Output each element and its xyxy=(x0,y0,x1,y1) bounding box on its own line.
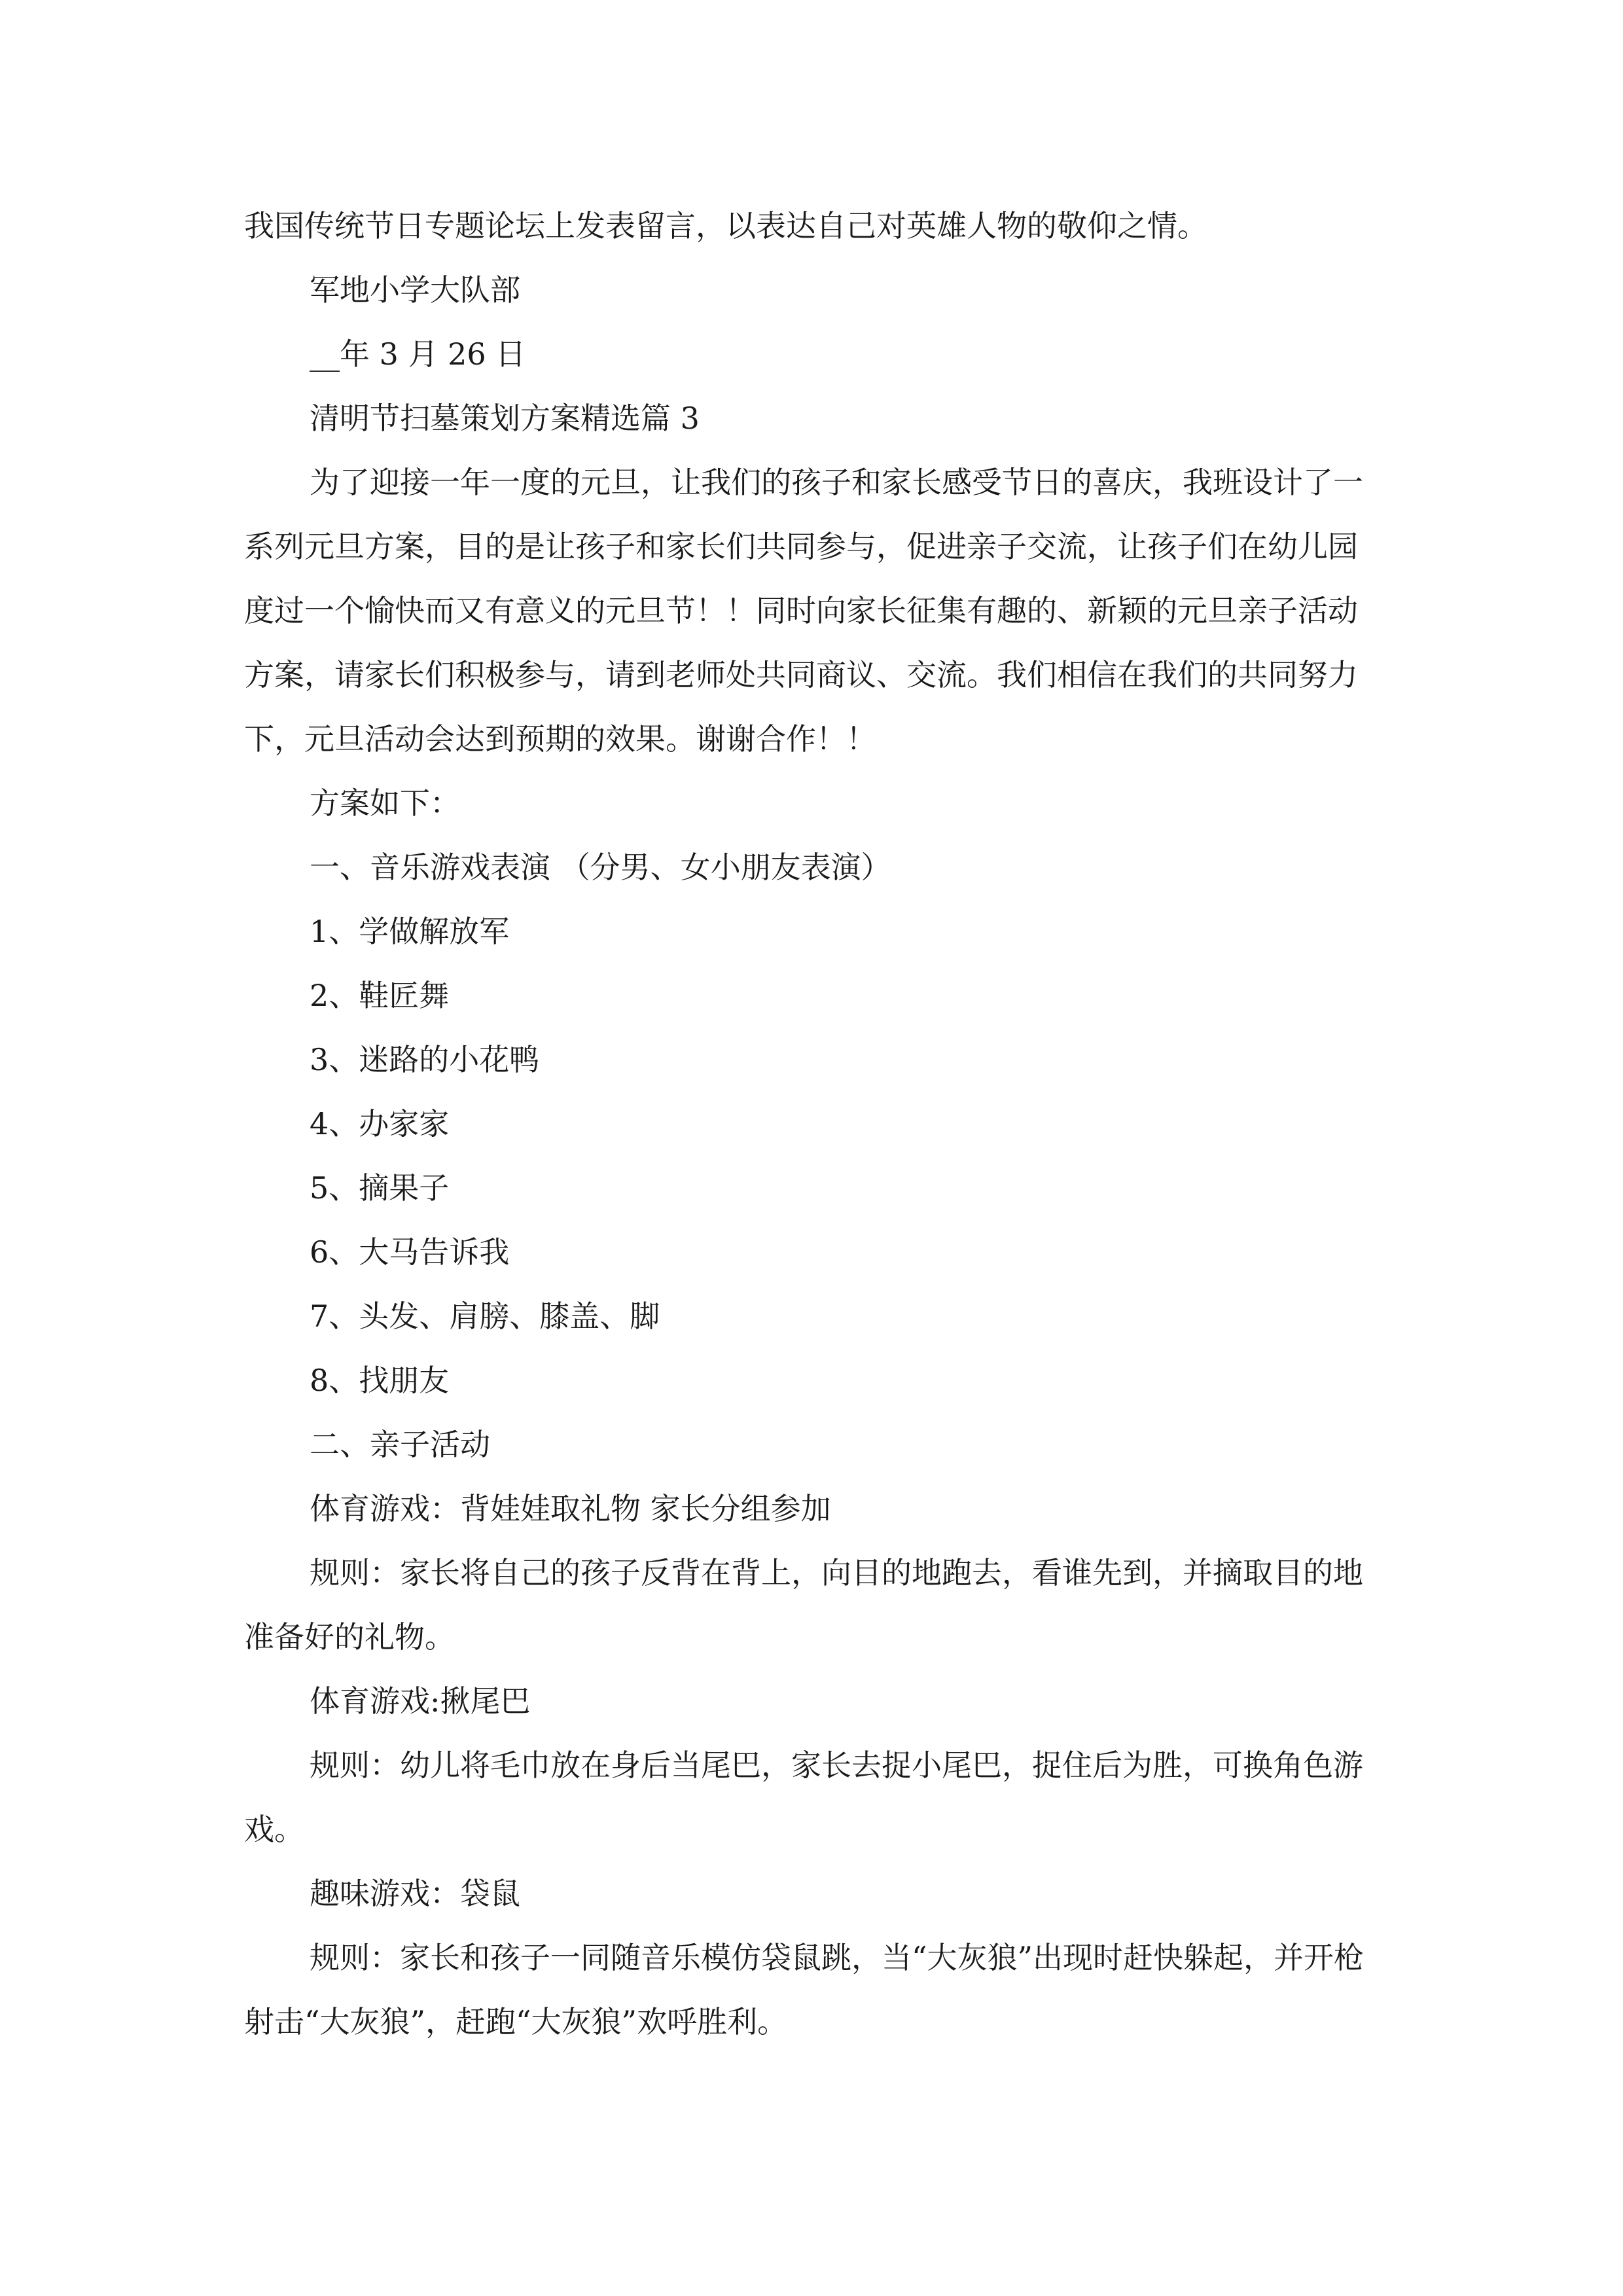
part-one-heading: 一、音乐游戏表演 （分男、女小朋友表演） xyxy=(310,850,891,885)
document-body xyxy=(244,194,1383,2054)
list-item: 3、迷路的小花鸭 xyxy=(310,1042,540,1077)
list-item: 2、鞋匠舞 xyxy=(310,978,450,1013)
list-item: 8、找朋友 xyxy=(310,1363,450,1398)
game-rule: 规则：家长和孩子一同随音乐模仿袋鼠跳，当“大灰狼”出现时赶快躲起，并开枪射击“大灰狼”，赶跑“大灰狼”欢呼胜利。 xyxy=(244,1940,1364,2039)
list-item: 7、头发、肩膀、膝盖、脚 xyxy=(310,1299,660,1334)
list-item: 6、大马告诉我 xyxy=(310,1234,510,1270)
game-title: 体育游戏:揪尾巴 xyxy=(310,1683,531,1719)
signature-date: __年 3 月 26 日 xyxy=(310,336,526,372)
paragraph-continuation: 我国传统节日专题论坛上发表留言，以表达自己对英雄人物的敬仰之情。 xyxy=(244,208,1207,243)
game-title: 体育游戏：背娃娃取礼物 家长分组参加 xyxy=(310,1491,831,1526)
plan-heading: 方案如下： xyxy=(310,785,460,821)
game-rule: 规则：幼儿将毛巾放在身后当尾巴，家长去捉小尾巴，捉住后为胜，可换角色游戏。 xyxy=(244,1748,1363,1847)
signature-organization: 军地小学大队部 xyxy=(310,272,520,308)
list-item: 5、摘果子 xyxy=(310,1170,450,1206)
section-title: 清明节扫墓策划方案精选篇 3 xyxy=(310,401,700,436)
list-item: 4、办家家 xyxy=(310,1106,450,1141)
part-two-heading: 二、亲子活动 xyxy=(310,1427,490,1462)
game-title: 趣味游戏：袋鼠 xyxy=(310,1876,520,1911)
list-item: 1、学做解放军 xyxy=(310,914,510,949)
game-rule: 规则：家长将自己的孩子反背在背上，向目的地跑去，看谁先到，并摘取目的地准备好的礼物。 xyxy=(244,1555,1363,1655)
intro-paragraph: 为了迎接一年一度的元旦，让我们的孩子和家长感受节日的喜庆，我班设计了一系列元旦方案，目的是让孩子和家长们共同参与，促进亲子交流，让孩子们在幼儿园度过一个愉快而又有意义的元旦节！！同时向家长征集有趣的、新颖的元旦亲子活动方案，请家长们积极参与，请到老师处共同商议、交流。我们相信在我们的共同努力下，元旦活动会达到预期的效果。谢谢合作！！ xyxy=(244,465,1363,757)
